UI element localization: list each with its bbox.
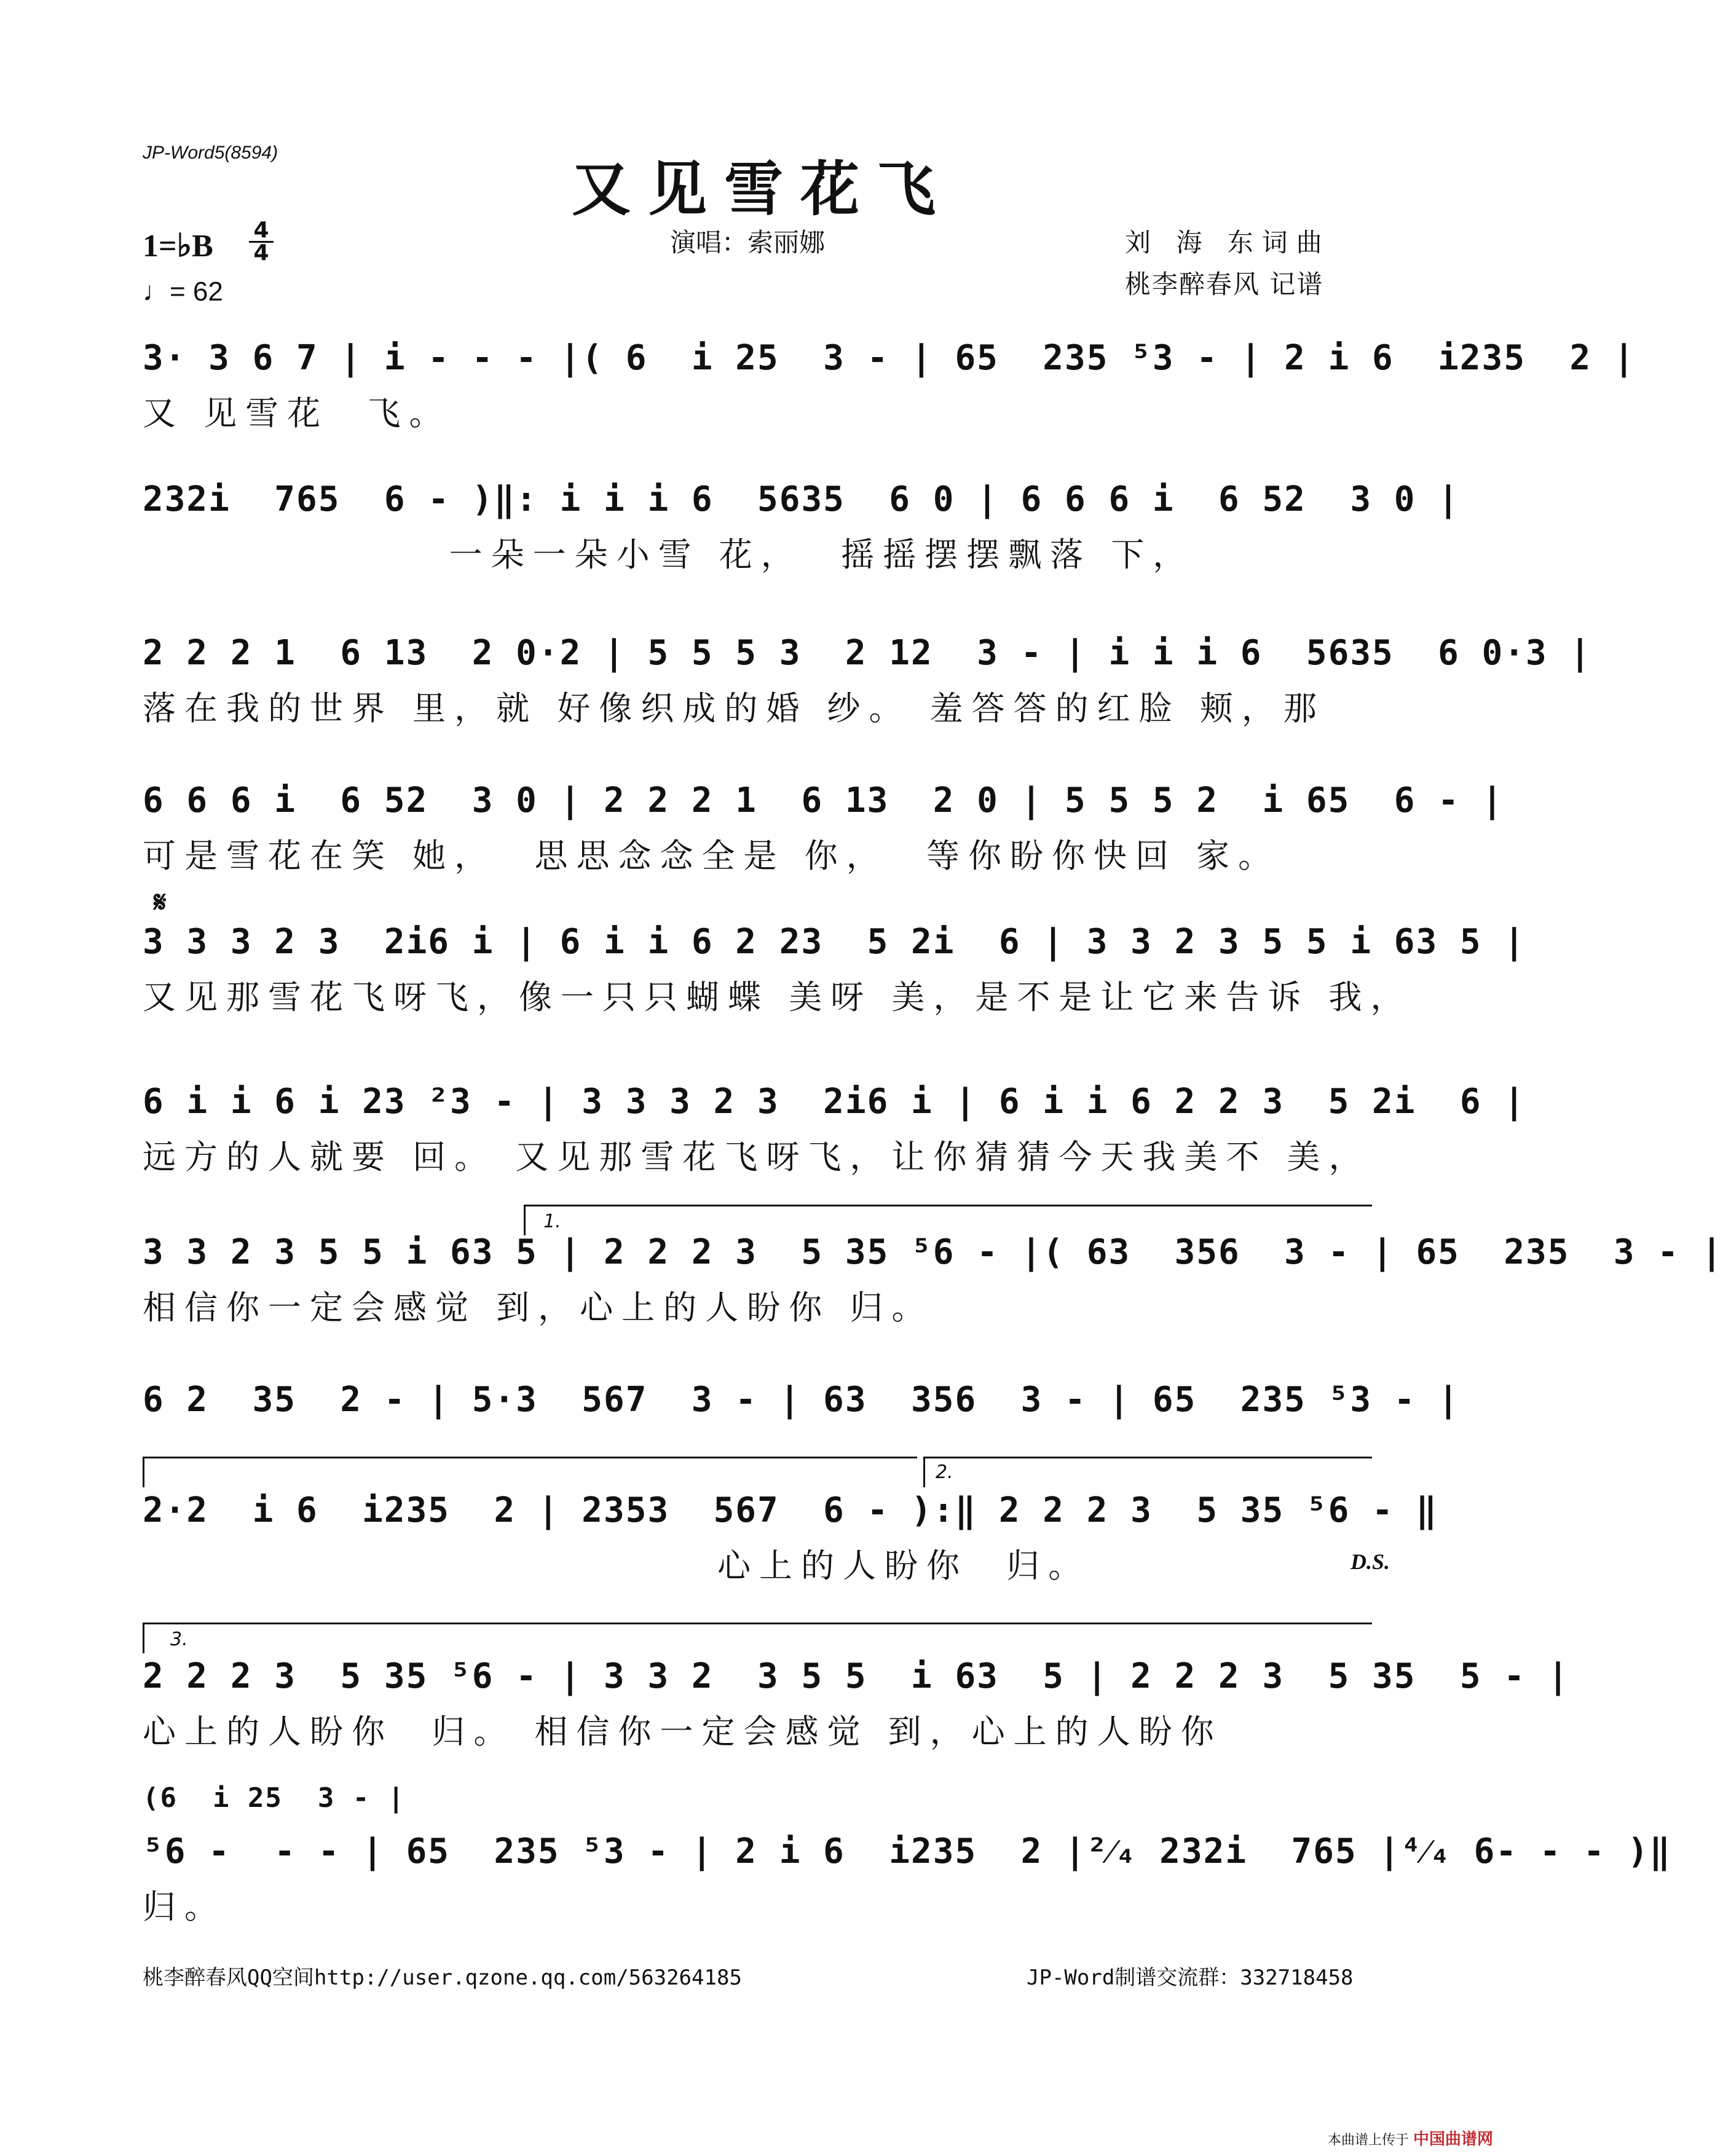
transcriber-credit: 桃李醉春风 记谱 [1125,269,1324,299]
volta-bracket [923,1457,1372,1458]
notes-line: 2 2 2 3 5 35 ⁵6 - | 3 3 2 3 5 5 i 63 5 | 2 2 2 3 5 35 5 - | [143,1656,1570,1696]
volta-bracket-tick [143,1457,144,1487]
notes-line: (6 i 25 3 - | [143,1782,406,1814]
tempo-marking: ♩= 62 [143,277,223,307]
upload-credit [1328,2126,1493,2149]
singer-credit: 演唱：索丽娜 [670,227,826,258]
lyric-line: 相信你一定会感觉 到，心上的人盼你 归。 [143,1288,934,1327]
lyric-line: 心上的人盼你 归。 相信你一定会感觉 到，心上的人盼你 [143,1712,1223,1751]
notes-line: 3 3 2 3 5 5 i 63 5 | 2 2 2 3 5 35 ⁵6 - |( 63 356 3 - | 65 235 3 - | [143,1232,1723,1272]
notes-line: 232i 765 6 - )‖: i i i 6 5635 6 0 | 6 6 6 i 6 52 3 0 | [143,479,1460,519]
notes-line: 6 6 6 i 6 52 3 0 | 2 2 2 1 6 13 2 0 | 5 5 5 2 i 65 6 - | [143,781,1504,820]
lyric-line: 一朵一朵小雪 花， 摇摇摆摆飘落 下， [143,535,1195,574]
notes-line: 6 2 35 2 - | 5·3 567 3 - | 63 356 3 - | 65 235 ⁵3 - | [143,1380,1460,1420]
lyric-line: 远方的人就要 回。 又见那雪花飞呀飞，让你猜猜今天我美不 美， [143,1138,1371,1176]
volta-bracket [524,1205,1372,1206]
lyric-line: 又见那雪花飞呀飞，像一只只蝴蝶 美呀 美，是不是让它来告诉 我， [143,978,1413,1017]
volta-label: 2. [936,1462,953,1483]
notes-line: 6 i i 6 i 23 ²3 - | 3 3 3 2 3 2i6 i | 6 i i 6 2 2 3 5 2i 6 | [143,1082,1526,1122]
software-label: JP-Word5(8594) [143,143,278,163]
key-signature: 1=♭B [143,229,213,264]
notes-line: ⁵6 - - - | 65 235 ⁵3 - | 2 i 6 i235 2 |²⁄₄ 232i 765 |⁴⁄₄ 6- - - )‖ [143,1831,1672,1871]
lyric-line: 落在我的世界 里，就 好像织成的婚 纱。 羞答答的红脸 颊，那 [143,689,1325,728]
segno-sign: 𝄋 [154,885,167,919]
lyric-line: 心上的人盼你 归。 [143,1546,1090,1585]
notes-line: 3· 3 6 7 | i - - - |( 6 i 25 3 - | 65 235 ⁵3 - | 2 i 6 i235 2 | [143,338,1636,378]
dal-segno-marking: D.S. [1350,1549,1390,1574]
volta-label: 3. [170,1629,188,1650]
volta-label: 1. [543,1211,561,1232]
time-signature-denominator: 4 [249,241,274,264]
upload-note: 本曲谱上传于 [1328,2133,1410,2148]
volta-bracket [143,1457,917,1458]
volta-bracket-tick [524,1205,526,1235]
notes-line: 2·2 i 6 i235 2 | 2353 567 6 - ):‖ 2 2 2 3 5 35 ⁵6 - ‖ [143,1490,1438,1530]
footer-group-info: JP-Word制谱交流群：332718458 [1027,1965,1354,1990]
song-title: 又见雪花飞 [572,154,953,224]
volta-bracket-tick [923,1457,925,1487]
lyric-line: 又 见雪花 飞。 [143,394,451,433]
time-signature [249,220,274,264]
lyric-line: 可是雪花在笑 她， 思思念念全是 你， 等你盼你快回 家。 [143,836,1280,875]
volta-bracket [143,1623,1372,1624]
composer-credit: 刘 海 东词曲 [1125,227,1331,258]
lyric-line: 归。 [143,1887,226,1926]
volta-bracket-tick [143,1623,144,1653]
footer-qzone-link[interactable]: 桃李醉春风QQ空间http://user.qzone.qq.com/563264185 [143,1965,742,1990]
notes-line: 2 2 2 1 6 13 2 0·2 | 5 5 5 3 2 12 3 - | i i i 6 5635 6 0·3 | [143,633,1592,673]
site-logo-text[interactable]: 中国曲谱网 [1413,2130,1494,2149]
notes-line: 3 3 3 2 3 2i6 i | 6 i i 6 2 23 5 2i 6 | 3 3 2 3 5 5 i 63 5 | [143,922,1526,962]
time-signature-numerator: 4 [253,218,269,243]
